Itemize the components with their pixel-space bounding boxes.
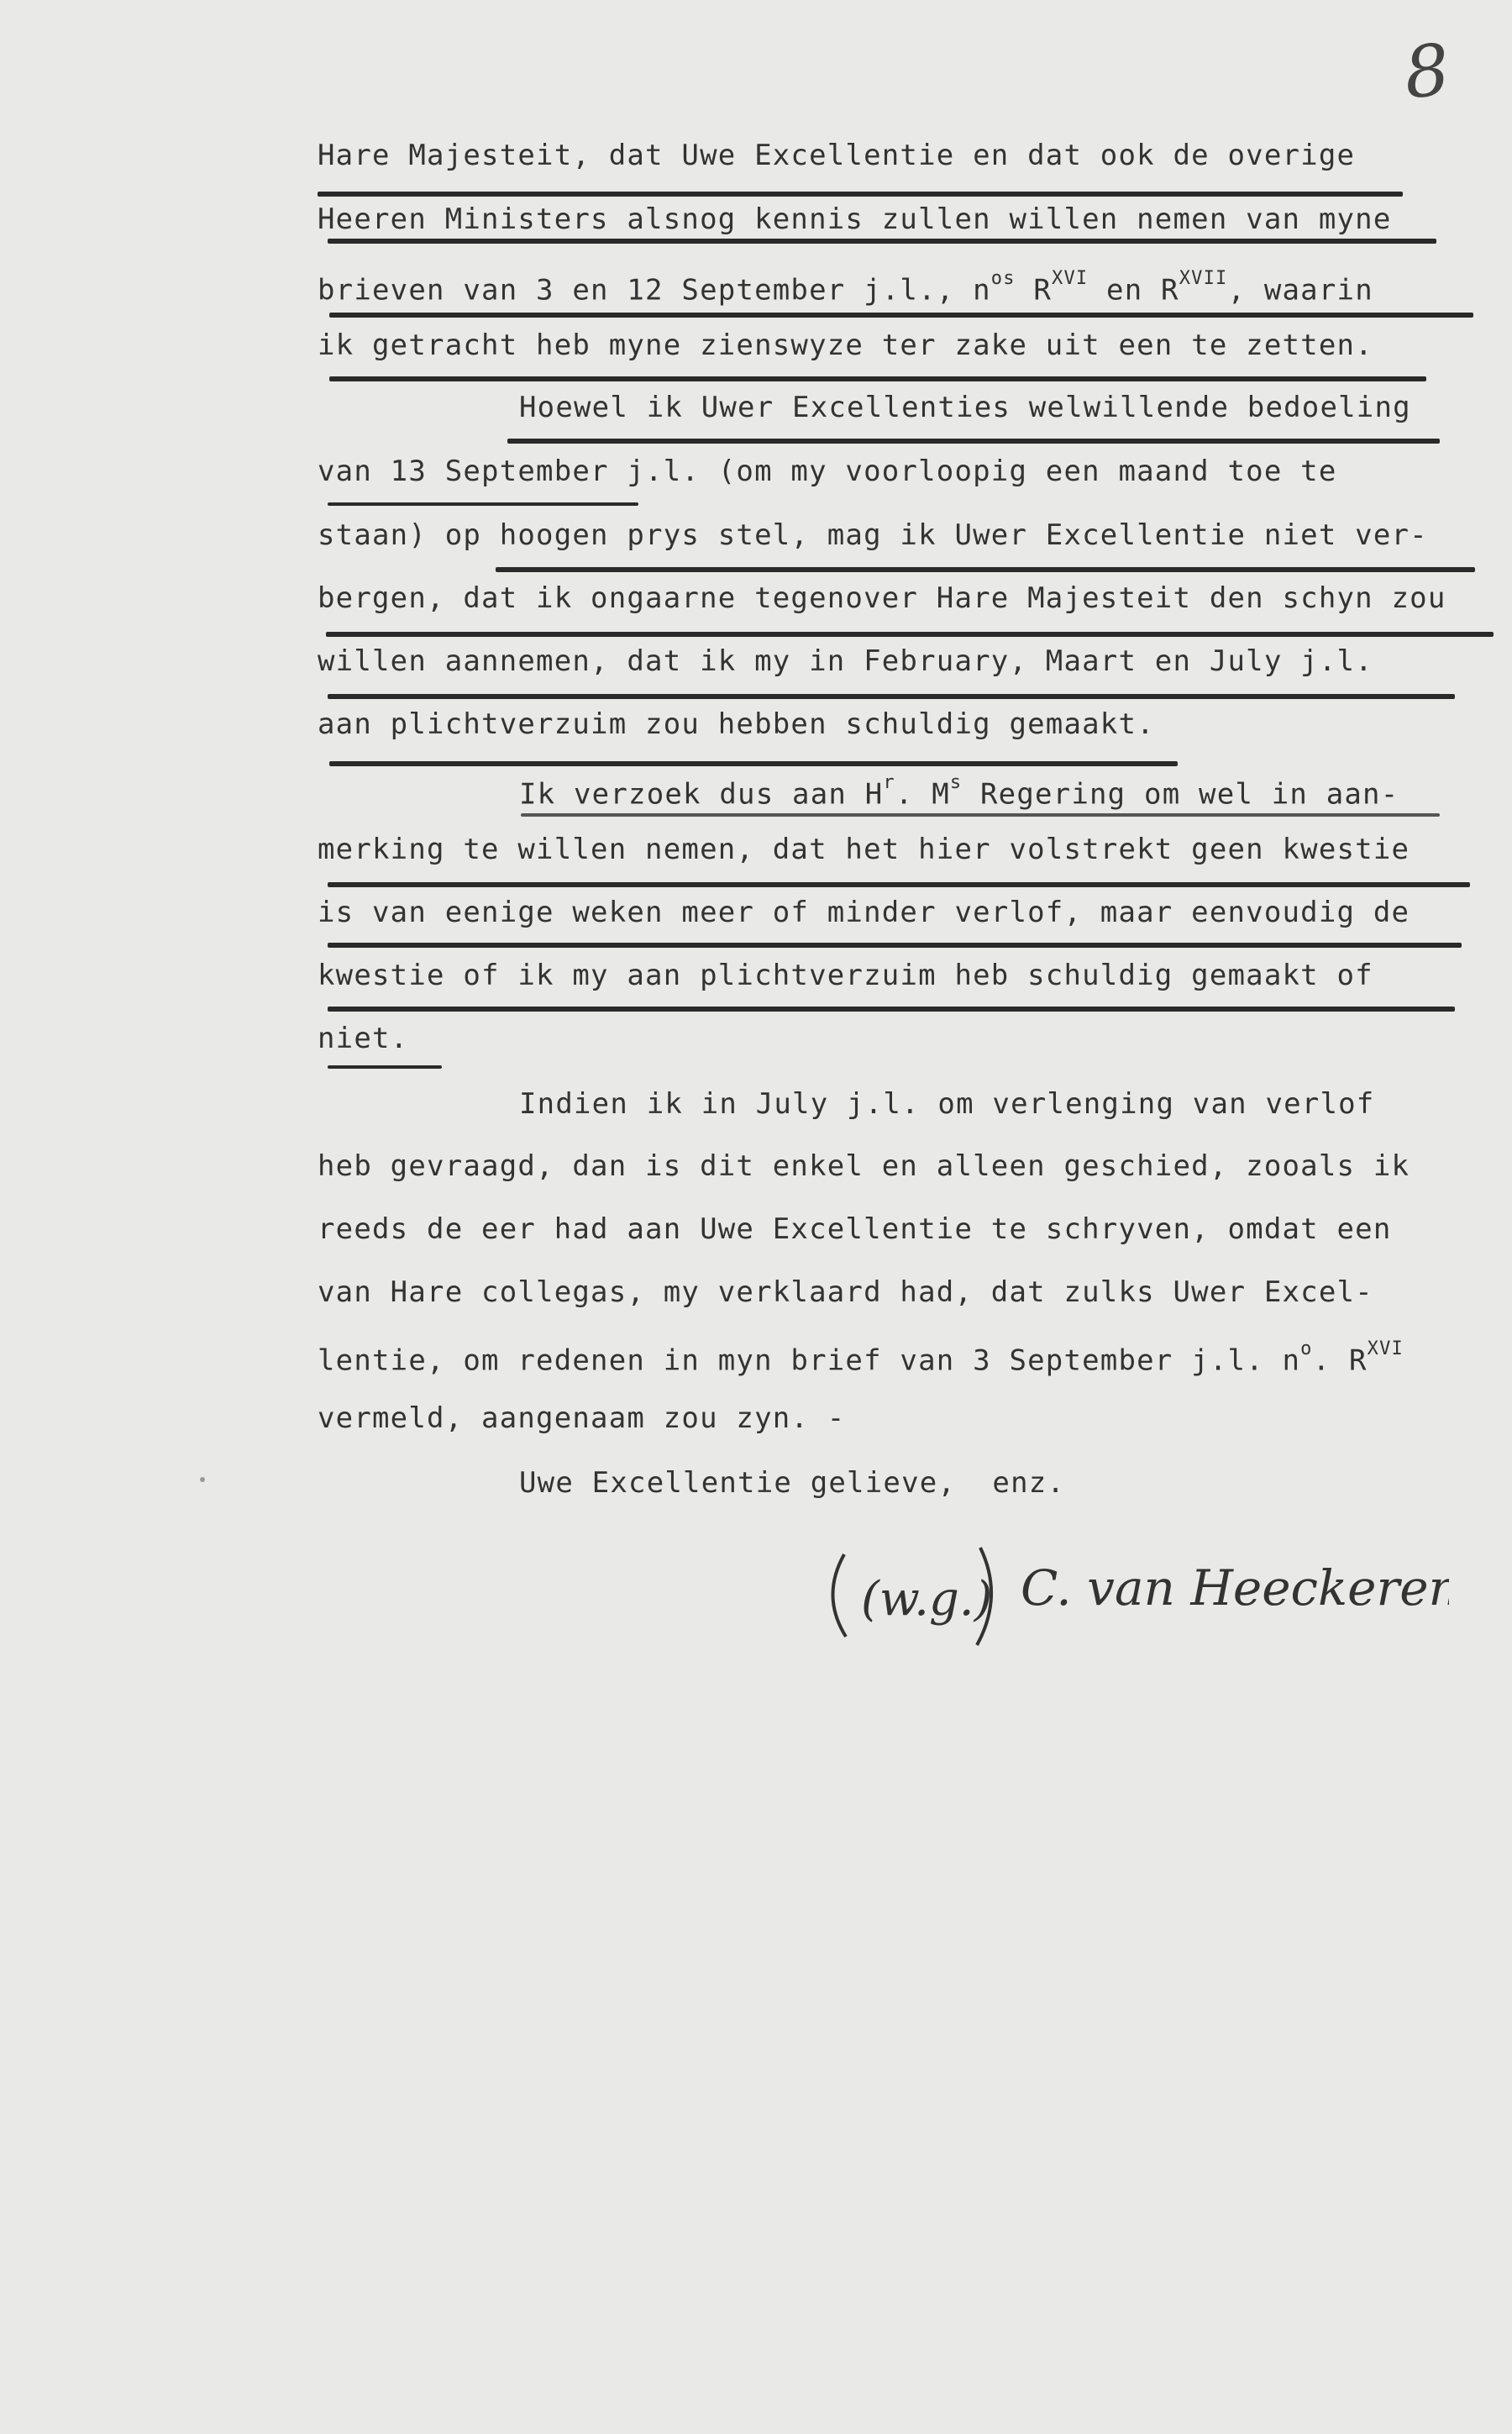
text-line: niet. xyxy=(318,1022,409,1055)
superscript: r xyxy=(883,772,895,793)
page-number: 8 xyxy=(1400,28,1454,115)
text-line: reeds de eer had aan Uwe Excellentie te schryven, omdat een xyxy=(318,1212,1392,1246)
text-line: kwestie of ik my aan plichtverzuim heb schuldig gemaakt of xyxy=(318,959,1373,992)
superscript: o xyxy=(1300,1338,1313,1359)
text-line: Hoewel ik Uwer Excellenties welwillende bedoeling xyxy=(519,391,1411,424)
text-segment: . R xyxy=(1312,1343,1368,1378)
text-line: willen aannemen, dat ik my in February, Maart en July j.l. xyxy=(318,644,1373,678)
text-line: Hare Majesteit, dat Uwe Excellentie en dat ook de overige xyxy=(318,139,1356,172)
text-line: van Hare collegas, my verklaard had, dat zulks Uwer Excel- xyxy=(318,1275,1373,1309)
text-line: van 13 September j.l. (om my voorloopig een maand toe te xyxy=(318,455,1337,488)
text-line: merking te willen nemen, dat het hier volstrekt geen kwestie xyxy=(318,833,1410,866)
text-line: aan plichtverzuim zou hebben schuldig gemaakt. xyxy=(318,707,1155,741)
text-segment: . M xyxy=(895,777,950,812)
signature xyxy=(827,1538,1449,1655)
signature-prefix: (w.g.) xyxy=(861,1572,993,1627)
text-line: vermeld, aangenaam zou zyn. - xyxy=(318,1401,846,1435)
superscript: XVI xyxy=(1367,1338,1404,1359)
superscript: XVI xyxy=(1052,268,1089,289)
text-segment: brieven van 3 en 12 September j.l., n xyxy=(318,273,991,308)
text-line: heb gevraagd, dan is dit enkel en alleen geschied, zooals ik xyxy=(318,1149,1410,1183)
text-segment: R xyxy=(1015,273,1053,308)
text-segment: , waarin xyxy=(1227,273,1373,308)
ink-speck xyxy=(200,1477,205,1482)
text-segment: Ik verzoek dus aan H xyxy=(519,777,884,812)
text-line xyxy=(318,1338,1404,1377)
text-line: Uwe Excellentie gelieve, enz. xyxy=(519,1466,1066,1500)
text-segment: en R xyxy=(1088,273,1179,308)
text-line: staan) op hoogen prys stel, mag ik Uwer Excellentie niet ver- xyxy=(318,518,1428,552)
signature-mark xyxy=(827,1538,1449,1655)
superscript: os xyxy=(990,268,1016,289)
text-line: ik getracht heb myne zienswyze ter zake uit een te zetten. xyxy=(318,329,1373,362)
text-line xyxy=(519,771,1399,811)
superscript: XVII xyxy=(1179,268,1228,289)
text-line xyxy=(318,267,1373,307)
text-segment: lentie, om redenen in myn brief van 3 September j.l. n xyxy=(318,1343,1301,1378)
text-segment: Regering om wel in aan- xyxy=(962,777,1399,812)
text-line: bergen, dat ik ongaarne tegenover Hare Majesteit den schyn zou xyxy=(318,581,1446,615)
text-line: Heeren Ministers alsnog kennis zullen willen nemen van myne xyxy=(318,202,1392,236)
text-line: is van eenige weken meer of minder verlof, maar eenvoudig de xyxy=(318,896,1410,929)
superscript: s xyxy=(949,772,963,793)
text-line: Indien ik in July j.l. om verlenging van verlof xyxy=(519,1087,1375,1121)
signature-name: C. van Heeckeren xyxy=(1021,1559,1449,1617)
